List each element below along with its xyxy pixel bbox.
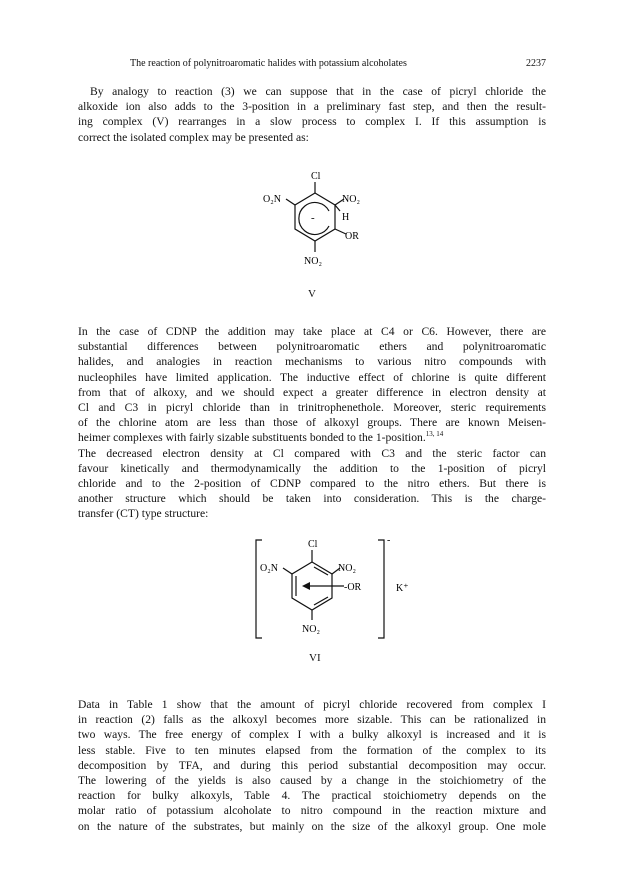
text-line: less stable. Five to ten minutes elapsed from the formation of the complex to its <box>78 743 546 757</box>
text-line: two ways. The free energy of complex I with a bulky alkoxyl is increased and it is <box>78 728 546 742</box>
no2-bottom-group: NO₂ <box>302 624 320 635</box>
text-line: molar ratio of potassium alcoholate to nitro compound in the reaction mixture and <box>78 804 546 818</box>
text-line: reaction for bulky alkoxyls, Table 4. The practical stoichiometry depends on the <box>78 789 546 803</box>
reference-superscript: 13, 14 <box>425 430 444 439</box>
cl-atom: Cl <box>311 171 321 182</box>
or-group: -OR <box>344 582 362 593</box>
text-line: The lowering of the yields is also caused by a change in the stoichiometry of the <box>78 774 546 788</box>
text-line: Cl and C3 in picryl chloride than in trinitrophenethole. Moreover, steric requirements <box>78 401 546 415</box>
o2n-group: O₂N <box>263 194 281 205</box>
text-line: Data in Table 1 show that the amount of picryl chloride recovered from complex I <box>78 698 546 711</box>
o2n-group: O₂N <box>260 563 278 574</box>
text-line: on the nature of the substrates, but mainly on the size of the alkoxyl group. One mole <box>78 819 546 833</box>
text-line: halides, and analogies in reaction mechanisms to various nitro compounds with <box>78 355 546 369</box>
text-line: of the chlorine atom are less than those of alkoxyl groups. There are known Meisen- <box>78 416 546 430</box>
no2-bottom-group: NO₂ <box>304 256 322 267</box>
or-group: OR <box>345 231 359 242</box>
structure-vi <box>250 534 420 651</box>
paragraph-discussion <box>78 324 546 522</box>
text-line: In the case of CDNP the addition may take place at C4 or C6. However, there are <box>78 325 546 338</box>
text-line: another structure which should be taken into consideration. This is the charge- <box>78 492 546 506</box>
text-line: correct the isolated complex may be presented as: <box>78 130 309 144</box>
text-line: transfer (CT) type structure: <box>78 507 209 521</box>
negative-charge: - <box>311 212 315 224</box>
text-line: The decreased electron density at Cl compared with C3 and the steric factor can <box>78 446 546 460</box>
text-line: from that of alkoxy, and we should expect a greater difference in electron density at <box>78 385 546 399</box>
potassium-cation: K⁺ <box>396 583 409 594</box>
text-line: By analogy to reaction (3) we can suppose that in the case of picryl chloride the <box>90 85 546 98</box>
complex-charge: - <box>387 535 391 546</box>
running-header <box>90 58 546 72</box>
cl-atom: Cl <box>308 539 318 550</box>
paragraph-results <box>78 697 546 834</box>
running-title: The reaction of polynitroaromatic halides with potassium alcoholates <box>130 58 407 69</box>
no2-right-group: NO₂ <box>338 563 356 574</box>
text-line: alkoxide ion also adds to the 3-position in a preliminary fast step, and then the result- <box>78 100 546 114</box>
structure-v-drawing <box>258 168 378 278</box>
structure-v-label: V <box>308 288 316 300</box>
structure-vi-label: VI <box>309 652 321 664</box>
text-line: nucleophiles have limited application. The inductive effect of chlorine is quite different <box>78 370 546 384</box>
paragraph-intro <box>78 84 546 145</box>
structure-vi-drawing <box>250 534 420 646</box>
structure-v <box>258 168 378 283</box>
page-number: 2237 <box>526 58 546 69</box>
text-line: favour kinetically and thermodynamically the addition to the 1-position of picryl <box>78 461 546 475</box>
text-line: substantial differences between polynitroaromatic ethers and polynitroaromatic <box>78 340 546 354</box>
text-line: ing complex (V) rearranges in a slow process to complex I. If this assumption is <box>78 115 546 129</box>
no2-right-group: NO₂ <box>342 194 360 205</box>
text-line: in reaction (2) falls as the alkoxyl becomes more sizable. This can be rationalized in <box>78 713 546 727</box>
text-line: decomposition by TFA, and during this period substantial decomposition may occur. <box>78 758 546 772</box>
h-atom: H <box>342 212 350 223</box>
text-line-body: heimer complexes with fairly sizable substituents bonded to the 1-position. <box>78 431 426 445</box>
text-line <box>78 430 546 445</box>
text-line: chloride and to the 2-position of CDNP compared to the nitro ethers. But there is <box>78 477 546 491</box>
